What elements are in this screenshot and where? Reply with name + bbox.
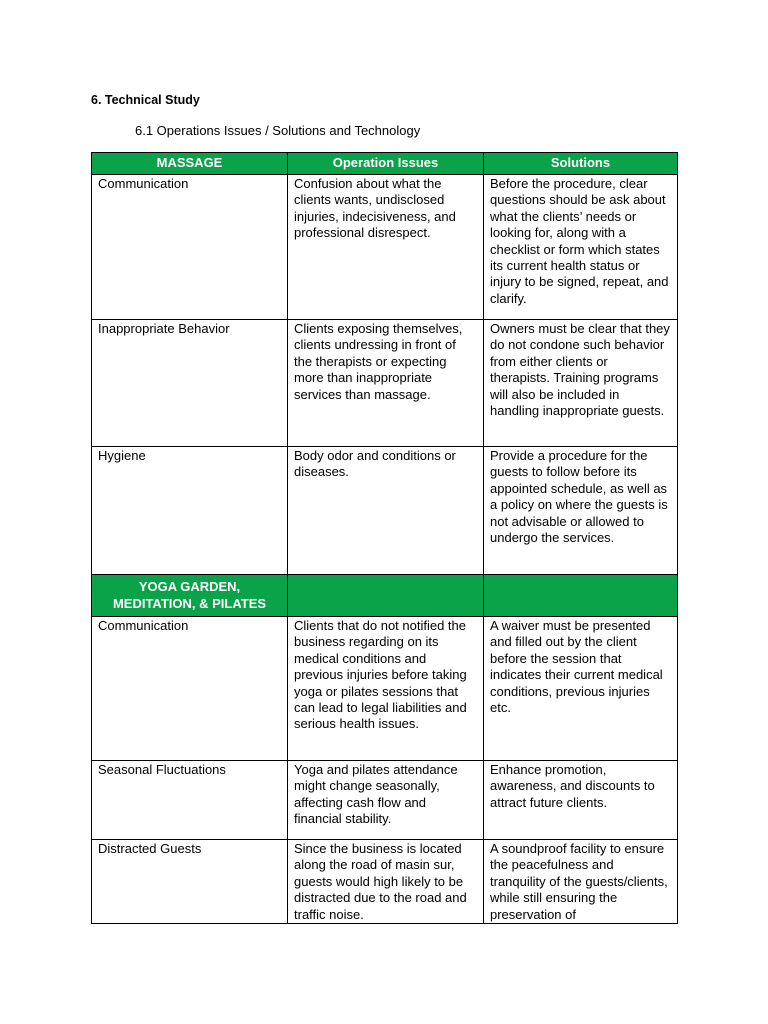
- group-title-line2: MEDITATION, & PILATES: [112, 595, 267, 611]
- group-empty-cell: [484, 575, 678, 617]
- group-title-line1: YOGA GARDEN,: [138, 579, 241, 595]
- section-title: 6. Technical Study: [91, 93, 200, 107]
- table-row: [92, 175, 678, 320]
- table-row: [92, 840, 678, 924]
- header-massage: MASSAGE: [92, 153, 288, 175]
- header-solutions: Solutions: [484, 153, 678, 175]
- group-empty-cell: [288, 575, 484, 617]
- row-solution: A waiver must be presented and filled out by the client before the session that indicates their current medical conditions, previous injuries etc.: [484, 617, 678, 761]
- table-header-row: [92, 153, 678, 175]
- row-solution: Before the procedure, clear questions should be ask about what the clients’ needs or looking for, along with a checklist or form which states its current health status or injury to be signed, repeat, and clarify.: [484, 175, 678, 320]
- row-solution: A soundproof facility to ensure the peacefulness and tranquility of the guests/clients, while still ensuring the preservation of: [484, 840, 678, 924]
- table-row: [92, 761, 678, 840]
- row-category: Hygiene: [92, 447, 288, 575]
- row-category: Communication: [92, 175, 288, 320]
- row-category: Communication: [92, 617, 288, 761]
- group-title-yoga: [92, 575, 288, 617]
- row-solution: Owners must be clear that they do not condone such behavior from either clients or therapists. Training programs will also be included in handling inappropriate guests.: [484, 320, 678, 447]
- row-issue: Clients that do not notified the business regarding on its medical conditions and previous injuries before taking yoga or pilates sessions that can lead to legal liabilities and serious health issues.: [288, 617, 484, 761]
- row-solution: Provide a procedure for the guests to follow before its appointed schedule, as well as a policy on where the guests is not advisable or allowed to undergo the services.: [484, 447, 678, 575]
- row-category: Seasonal Fluctuations: [92, 761, 288, 840]
- row-issue: Clients exposing themselves, clients undressing in front of the therapists or expecting more than inappropriate services than massage.: [288, 320, 484, 447]
- table-row: [92, 617, 678, 761]
- group-header-row: [92, 575, 678, 617]
- row-issue: Confusion about what the clients wants, undisclosed injuries, indecisiveness, and professional disrespect.: [288, 175, 484, 320]
- row-category: Distracted Guests: [92, 840, 288, 924]
- header-operation-issues: Operation Issues: [288, 153, 484, 175]
- row-solution: Enhance promotion, awareness, and discounts to attract future clients.: [484, 761, 678, 840]
- row-issue: Yoga and pilates attendance might change seasonally, affecting cash flow and financial stability.: [288, 761, 484, 840]
- row-issue: Body odor and conditions or diseases.: [288, 447, 484, 575]
- table-row: [92, 320, 678, 447]
- row-issue: Since the business is located along the road of masin sur, guests would high likely to be distracted due to the road and traffic noise.: [288, 840, 484, 924]
- table-row: [92, 447, 678, 575]
- operations-table: [91, 152, 678, 924]
- row-category: Inappropriate Behavior: [92, 320, 288, 447]
- subsection-title: 6.1 Operations Issues / Solutions and Technology: [135, 123, 421, 138]
